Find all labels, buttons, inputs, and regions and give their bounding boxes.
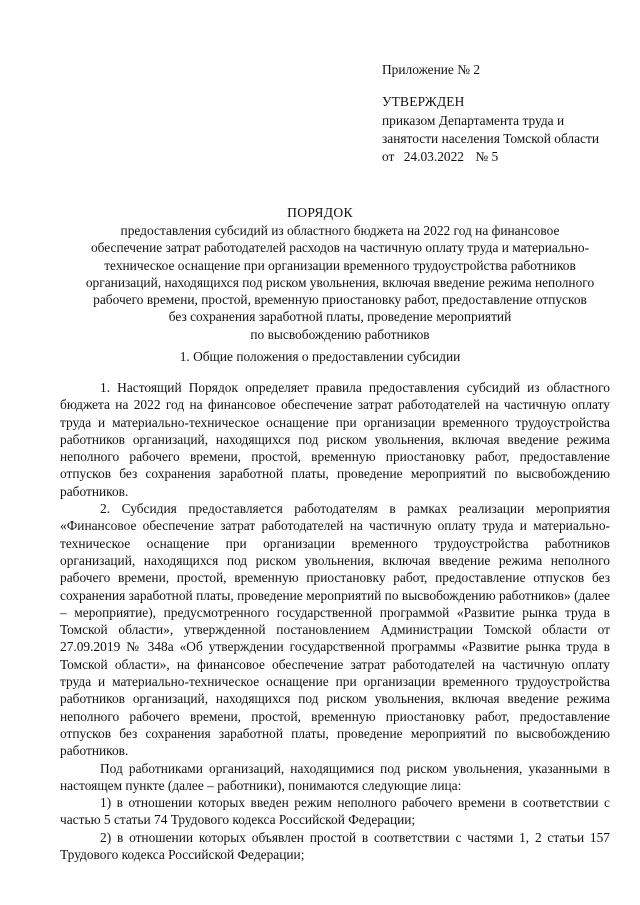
approval-block xyxy=(382,61,627,166)
subtitle-line: по высвобождению работников xyxy=(250,326,430,342)
approved-stamp: УТВЕРЖДЕН xyxy=(382,94,465,109)
order-line-1: приказом Департамента труда и xyxy=(382,113,565,128)
subtitle-line: рабочего времени, простой, временную приостановку работ, предоставление отпусков xyxy=(93,292,587,308)
section-heading: 1. Общие положения о предоставлении субсидии xyxy=(179,349,461,364)
date-prefix: от xyxy=(382,149,395,164)
subtitle-line: обеспечение затрат работодателей расходов на частичную оплату труда и материально- xyxy=(90,240,590,256)
order-date-line xyxy=(382,148,627,166)
order-date: 24.03.2022 xyxy=(403,149,464,164)
subtitle-line: организаций, находящихся под риском увольнения, включая введение режима неполного xyxy=(85,274,595,290)
subtitle-line: техническое оснащение при организации временного трудоустройства работников xyxy=(104,257,576,273)
document-title: ПОРЯДОК xyxy=(287,205,353,220)
document-subtitle xyxy=(60,222,620,343)
order-number: № 5 xyxy=(475,149,499,164)
subtitle-line: без сохранения заработной платы, проведение мероприятий xyxy=(168,309,512,325)
paragraph: 2. Субсидия предоставляется работодателям в рамках реализации мероприятия «Финансовое обеспечение затрат работодателей на частичную оплату труда и материально-техническое оснащение при организации временного трудоустройства работников организаций, находящихся под риском увольнения, включая введение режима неполного рабочего времени, простой, временную приостановку работ, предоставление отпусков без сохранения заработной платы, проведение мероприятий по высвобождению работников» (далее – мероприятие), предусмотренного государственной программой «Развитие рынка труда в Томской области», утвержденной постановлением Администрации Томской области от 27.09.2019 № 348а «Об утверждении государственной программы «Развитие рынка труда в Томской области», на финансовое обеспечение затрат работодателей на частичную оплату труда и материально-техническое оснащение при организации временного трудоустройства работников организаций, находящихся под риском увольнения, включая введение режима неполного рабочего времени, простой, временную приостановку работ, предоставление отпусков без сохранения заработной платы, проведение мероприятий по высвобождению работников. xyxy=(60,501,610,759)
paragraph: 1) в отношении которых введен режим неполного рабочего времени в соответствии с частью 5 статьи 74 Трудового кодекса Российской Федерации; xyxy=(60,795,610,828)
subtitle-line: предоставления субсидий из областного бюджета на 2022 год на финансовое xyxy=(120,223,560,238)
order-line-2: занятости населения Томской области xyxy=(382,131,600,146)
document-body xyxy=(60,379,610,863)
paragraph: 2) в отношении которых объявлен простой в соответствии с частями 1, 2 статьи 157 Трудового кодекса Российской Федерации; xyxy=(60,829,610,863)
paragraph: Под работниками организаций, находящимися под риском увольнения, указанными в настоящем пункте (далее – работники), понимаются следующие лица: xyxy=(60,760,610,793)
appendix-label: Приложение № 2 xyxy=(382,62,481,77)
paragraph: 1. Настоящий Порядок определяет правила предоставления субсидий из областного бюджета на 2022 год на финансовое обеспечение затрат работодателей на частичную оплату труда и материально-техническое оснащение при организации временного трудоустройства работников организаций, находящихся под риском увольнения, включая введение режима неполного рабочего времени, простой, временную приостановку работ, предоставление отпусков без сохранения заработной платы, проведение мероприятий по высвобождению работников. xyxy=(60,380,610,499)
